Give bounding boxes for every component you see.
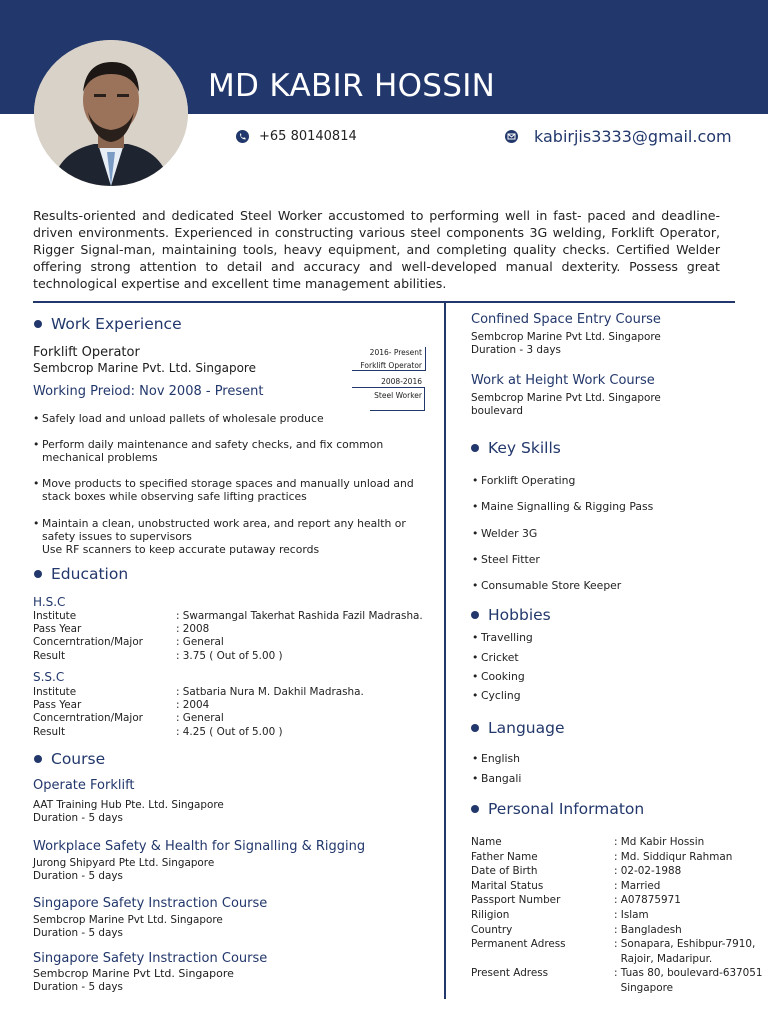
timeline-entry (352, 347, 426, 371)
course-duration: Duration - 5 days (33, 870, 123, 882)
section-title: Work Experience (51, 315, 182, 333)
course-title: Singapore Safety Instraction Course (33, 951, 268, 966)
email-contact (505, 127, 732, 146)
bullet-dot-icon (471, 724, 479, 732)
course-duration: Duration - 5 days (33, 981, 123, 993)
course-duration: boulevard (471, 405, 524, 417)
bullet-dot-icon (471, 444, 479, 452)
mail-icon (505, 130, 518, 143)
profile-photo (34, 40, 188, 186)
email-link[interactable]: kabirjis3333@gmail.com (534, 127, 732, 146)
list-item: • Consumable Store Keeper (472, 579, 622, 592)
timeline-date: 2016- Present (369, 348, 422, 357)
course-duration: Duration - 5 days (33, 812, 123, 824)
course-duration: Duration - 3 days (471, 344, 561, 356)
section-title: Language (488, 719, 565, 737)
hobbies-heading (471, 606, 551, 624)
course-title: Operate Forklift (33, 778, 135, 793)
list-item: • Maine Signalling & Rigging Pass (472, 500, 654, 513)
bullet-dot-icon (471, 805, 479, 813)
section-title: Course (51, 750, 106, 768)
course-org: AAT Training Hub Pte. Ltd. Singapore (33, 799, 224, 811)
phone-icon (236, 130, 249, 143)
list-item: • Cooking (472, 670, 525, 683)
section-divider (33, 301, 735, 303)
course-org: Sembcrop Marine Pvt Ltd. Singapore (471, 392, 661, 404)
course-title: Singapore Safety Instraction Course (33, 896, 268, 911)
list-item: • Forklift Operating (472, 474, 576, 487)
timeline-date: 2008-2016 (381, 377, 422, 386)
list-item: • Perform daily maintenance and safety checks, and fix common mechanical problems (33, 438, 384, 464)
list-item: Use RF scanners to keep accurate putaway records (42, 543, 320, 556)
course-duration: Duration - 5 days (33, 927, 123, 939)
list-item: • Bangali (472, 772, 522, 785)
course-org: Jurong Shipyard Pte Ltd. Singapore (33, 857, 215, 869)
bullet-dot-icon (34, 570, 42, 578)
personal-details: Name : Md Kabir Hossin Father Name : Md. Siddiqur Rahman Date of Birth : 02-02-1988 Marital Status : Married Passport Number : A07875971 Riligion : Islam Country : Bangladesh Permanent Adress : Sonapara, Eshibpur-7910, Rajoir, Madaripur. Present Adress : Tuas 80, boulevard-637051 Singapore (471, 836, 763, 994)
course-title: Workplace Safety & Health for Signalling & Rigging (33, 839, 366, 854)
phone-number: +65 80140814 (259, 129, 357, 144)
degree-title: S.S.C (33, 670, 65, 684)
course-title: Confined Space Entry Course (471, 312, 661, 327)
course-org: Sembcrop Marine Pvt Ltd. Singapore (33, 914, 223, 926)
bullet-dot-icon (34, 320, 42, 328)
timeline-line (370, 410, 425, 411)
list-item: • Maintain a clean, unobstructed work area, and report any health or safety issues to supervisors (33, 517, 406, 543)
course-title: Work at Height Work Course (471, 373, 655, 388)
profile-summary: Results-oriented and dedicated Steel Worker accustomed to performing well in fast- paced and deadline-driven environments. Experienced in constructing various steel components 3G welding, Forklift Operator, Rigger Signal-man, maintaining tools, heavy equipment, and completing quality checks. Certified Welder offering strong attention to detail and accuracy and well-developed manual dexterity. Possess great technological expertise and excellent time management abilities. (33, 208, 720, 291)
section-title: Personal Informaton (488, 800, 645, 818)
degree-details: Institute : Satbaria Nura M. Dakhil Madrasha. Pass Year : 2004 Concerntration/Major : General Result : 4.25 ( Out of 5.00 ) (33, 686, 364, 738)
section-title: Education (51, 565, 129, 583)
degree-title: H.S.C (33, 595, 66, 609)
course-org: Sembcrop Marine Pvt Ltd. Singapore (33, 967, 234, 980)
work-experience-heading (34, 315, 182, 333)
list-item: • Steel Fitter (472, 553, 540, 566)
timeline-line (424, 387, 425, 411)
education-heading (34, 565, 128, 583)
course-org: Sembcrop Marine Pvt Ltd. Singapore (471, 331, 661, 343)
degree-details: Institute : Swarmangal Takerhat Rashida Fazil Madrasha. Pass Year : 2008 Concerntration/Major : General Result : 3.75 ( Out of 5.00 ) (33, 610, 423, 662)
section-title: Hobbies (488, 606, 551, 624)
list-item: • Cricket (472, 651, 519, 664)
list-item: • Move products to specified storage spaces and manually unload and stack boxes while observing safe lifting practices (33, 477, 414, 503)
job-period: Working Preiod: Nov 2008 - Present (33, 384, 264, 399)
course-heading (34, 750, 105, 768)
phone-contact (236, 129, 357, 144)
candidate-name: MD KABIR HOSSIN (208, 68, 496, 104)
timeline-role: Steel Worker (374, 391, 422, 400)
timeline-role: Forklift Operator (360, 361, 422, 370)
list-item: • Safely load and unload pallets of wholesale produce (33, 412, 324, 425)
job-title: Forklift Operator (33, 345, 140, 360)
column-divider (444, 303, 446, 999)
section-title: Key Skills (488, 439, 561, 457)
personal-info-heading (471, 800, 644, 818)
timeline-entry (352, 377, 425, 411)
bullet-dot-icon (471, 611, 479, 619)
job-company: Sembcrop Marine Pvt. Ltd. Singapore (33, 361, 256, 375)
list-item: • Travelling (472, 631, 533, 644)
list-item: • Cycling (472, 689, 521, 702)
language-heading (471, 719, 565, 737)
list-item: • English (472, 752, 520, 765)
key-skills-heading (471, 439, 561, 457)
bullet-dot-icon (34, 755, 42, 763)
list-item: • Welder 3G (472, 527, 538, 540)
